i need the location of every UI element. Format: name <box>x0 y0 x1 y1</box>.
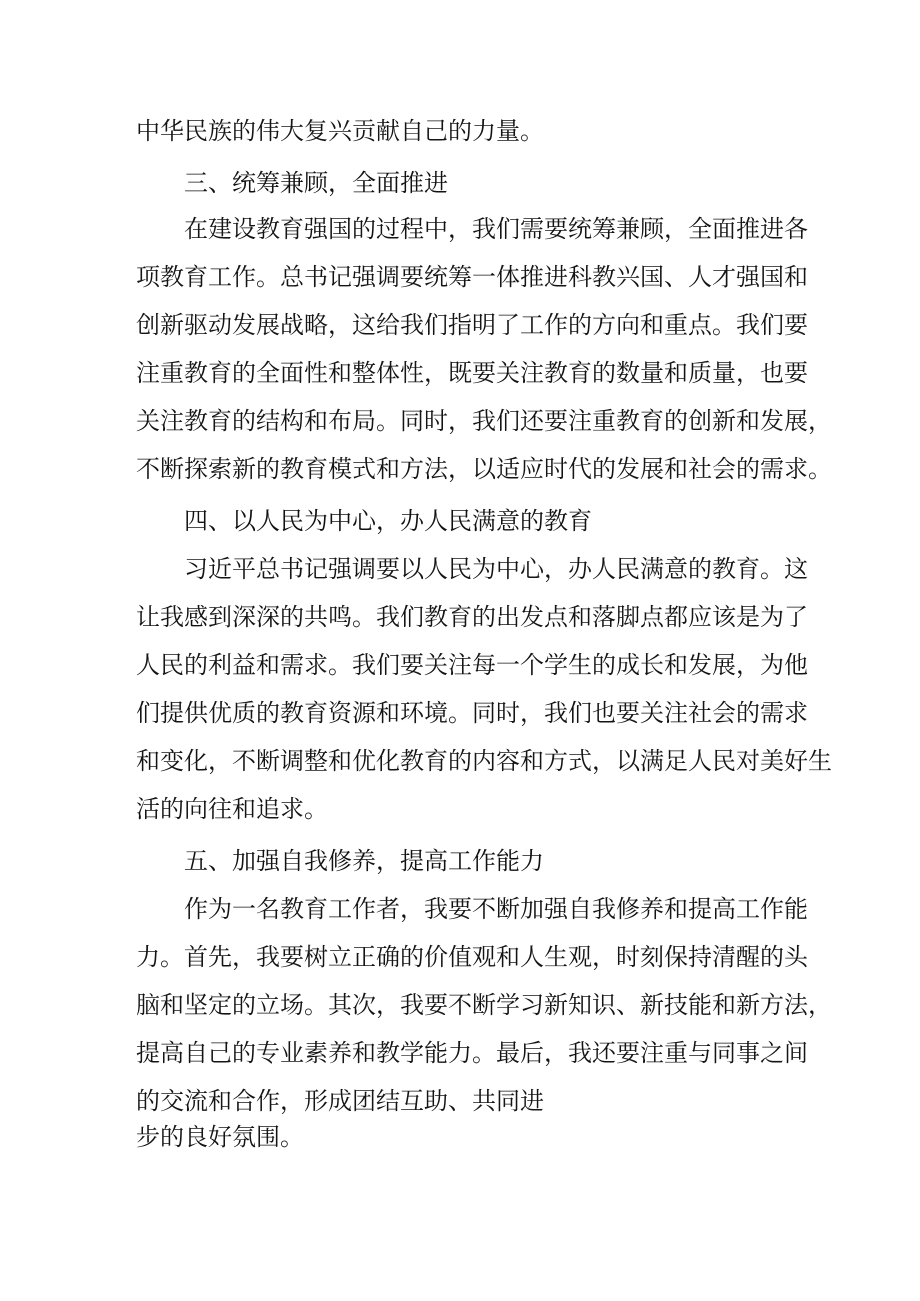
section-heading: 三、统筹兼顾，全面推进 <box>184 169 448 197</box>
body-text-line: 不断探索新的教育模式和方法，以适应时代的发展和社会的需求。 <box>136 455 832 483</box>
body-text-line: 们提供优质的教育资源和环境。同时，我们也要关注社会的需求 <box>136 699 808 727</box>
body-text-line: 中华民族的伟大复兴贡献自己的力量。 <box>136 117 544 145</box>
body-text-line: 力。首先，我要树立正确的价值观和人生观，时刻保持清醒的头 <box>136 943 808 971</box>
body-text-line: 步的良好氛围。 <box>136 1123 304 1151</box>
body-text-line: 关注教育的结构和布局。同时，我们还要注重教育的创新和发展， <box>136 407 832 435</box>
body-text-line: 让我感到深深的共鸣。我们教育的出发点和落脚点都应该是为了 <box>136 603 808 631</box>
body-text-line: 创新驱动发展战略，这给我们指明了工作的方向和重点。我们要 <box>136 311 808 339</box>
body-text-line: 的交流和合作，形成团结互助、共同进 <box>136 1087 544 1115</box>
body-text-line: 作为一名教育工作者，我要不断加强自我修养和提高工作能 <box>184 895 808 923</box>
body-text-line: 和变化，不断调整和优化教育的内容和方式，以满足人民对美好生 <box>136 747 832 775</box>
body-text-line: 提高自己的专业素养和教学能力。最后，我还要注重与同事之间 <box>136 1039 808 1067</box>
body-text-line: 项教育工作。总书记强调要统筹一体推进科教兴国、人才强国和 <box>136 263 808 291</box>
section-heading: 五、加强自我修养，提高工作能力 <box>184 847 544 875</box>
body-text-line: 习近平总书记强调要以人民为中心，办人民满意的教育。这 <box>184 555 808 583</box>
body-text-line: 人民的利益和需求。我们要关注每一个学生的成长和发展，为他 <box>136 651 808 679</box>
body-text-line: 脑和坚定的立场。其次，我要不断学习新知识、新技能和新方法， <box>136 991 832 1019</box>
body-text-line: 在建设教育强国的过程中，我们需要统筹兼顾，全面推进各 <box>184 215 808 243</box>
section-heading: 四、以人民为中心，办人民满意的教育 <box>184 507 592 535</box>
body-text-line: 注重教育的全面性和整体性，既要关注教育的数量和质量，也要 <box>136 359 808 387</box>
body-text-line: 活的向往和追求。 <box>136 795 328 823</box>
